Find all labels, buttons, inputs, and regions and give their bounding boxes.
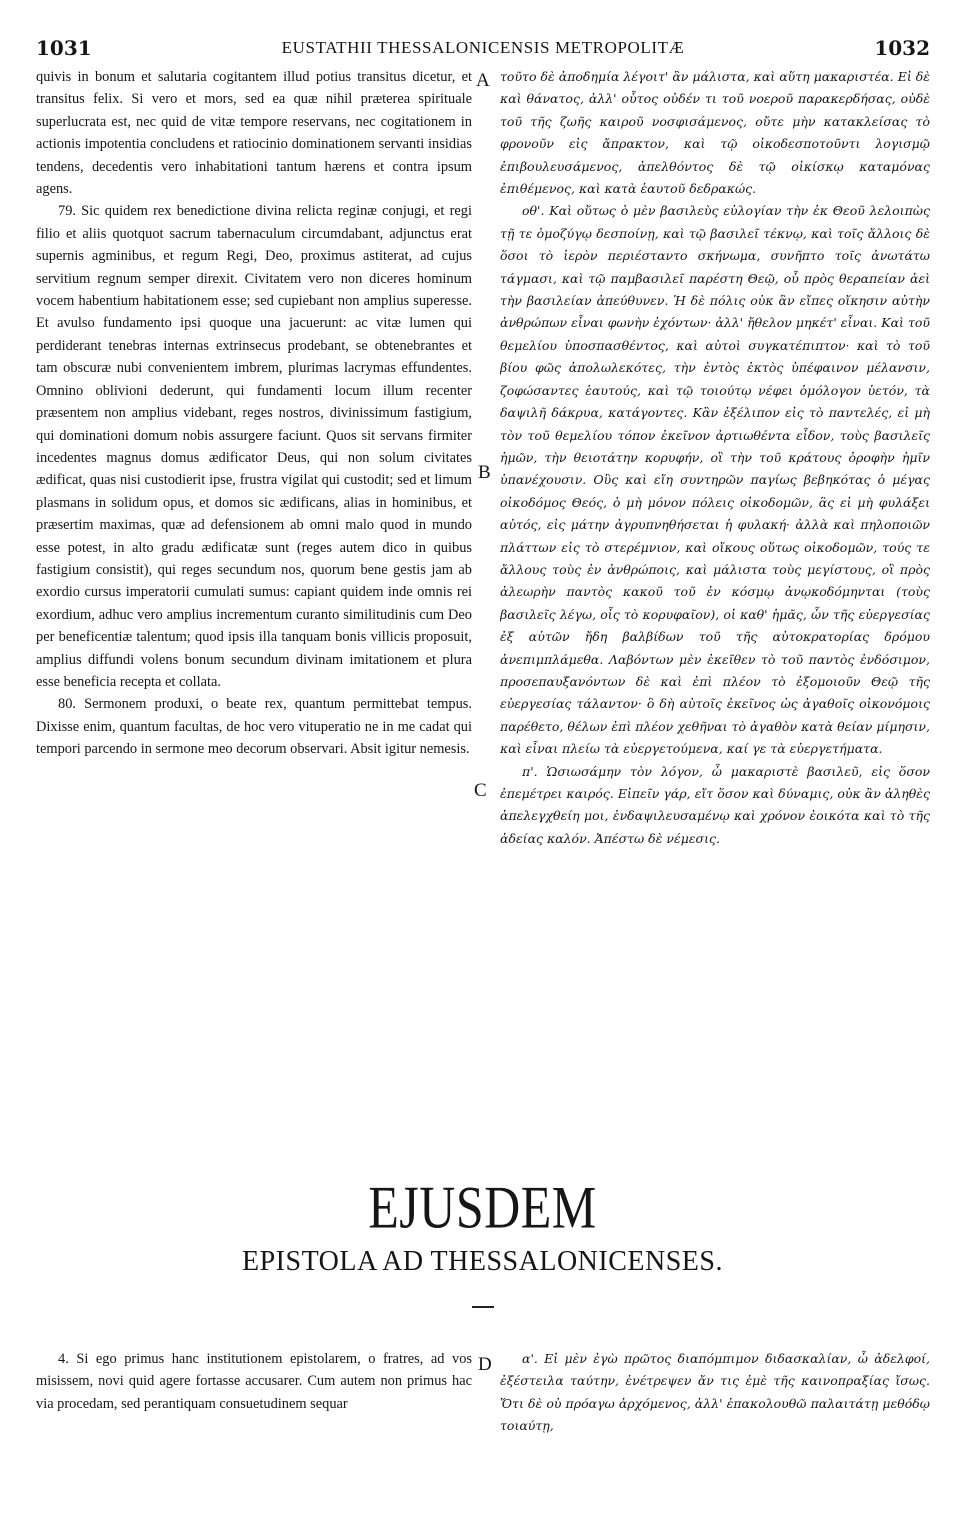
section-divider xyxy=(472,1306,494,1308)
running-head xyxy=(36,36,930,62)
margin-marker-b: B xyxy=(478,462,491,483)
margin-marker-a: A xyxy=(476,70,490,91)
margin-marker-d: D xyxy=(478,1354,492,1375)
greek-column-top xyxy=(500,66,930,1126)
section-title: EJUSDEM xyxy=(368,1173,597,1241)
margin-marker-c: C xyxy=(474,780,487,801)
latin-column-top xyxy=(36,66,472,1126)
latin-paragraph-4: 4. Si ego primus hanc institutionem epistolarem, o fratres, ad vos misissem, novi quid agere fortasse accusarer. Cum autem non primus hac via procedam, sed perantiquam consuetudinem sequar xyxy=(36,1351,472,1412)
right-page-number: 1032 xyxy=(874,36,930,60)
greek-paragraph-alpha: α'. Εἰ μὲν ἐγὼ πρῶτος διαπόμπιμον διδασκαλίαν, ὦ ἀδελφοί, ἐξέστειλα ταύτην, ἐνέτρεψεν ἄν τις ἐμὲ τῆς καινοπραξίας ἴσως. Ὅτι δὲ οὐ πρόαγω ἀρχόμενος, ἀλλ' ἐπακολουθῶ παλαιτάτῃ μεθόδῳ τοιαύτῃ, xyxy=(500,1351,930,1434)
latin-column-bottom xyxy=(36,1348,472,1468)
greek-paragraph: τοῦτο δὲ ἀποδημία λέγοιτ' ἂν μάλιστα, καὶ αὕτη μακαριστέα. Εἰ δὲ καὶ θάνατος, ἀλλ' οὗτος οὐδέν τι τοῦ νοεροῦ παρακερδήσας, οὐδὲ τοῦ τῆς ζωῆς καιροῦ νοσφισάμενος, οὔτε μὴν κατακλείσας τὸ φρονοῦν εἰς ἄπρακτον, καὶ τῷ οἰκοδεσποτοῦντι λογισμῷ ἐπιβουλευσάμενος, ἀπελθόντος δὲ τῷ οἰκίσκῳ καταμόνας ἐπιθέμενος, καὶ κατὰ ἑαυτοῦ δεδρακώς. xyxy=(500,69,930,197)
left-page-number: 1031 xyxy=(36,36,92,60)
latin-paragraph-79: 79. Sic quidem rex benedictione divina relicta reginæ conjugi, et regi filio et aliis quotquot sacrum tabernaculum circumdabant, adjunctus erat supernis agminibus, et regum Regi, Deo, proximus astiterat, ad cujus servitium regnum semper direxit. Civitatem vero non diceres hominum vocem habentium habitationem esse; sed cupiebant non amplius superesse. Et avulso fundamento ipsi quoque una jacuerunt: ac vitæ lumen qui perdiderant tenebras internas extrinsecus prodebant, se obtenebrantes et tam obscuræ nubi convenientem imbrem, plurimas lacrymas effundentes. Omnino oblivioni dederunt, qui fundamenti locum illum recenter præsentem non amplius videbant, reges nostros, divinissimum fastigium, qui dominationi domum nobis assurgere faciunt. Quos sit servans firmiter incedentes magnus domus ædificator Deus, qui non solum civitates ædificat, quas nisi custodierit ipse, frustra vigilat qui custodit; sed et limum plasmans in solidum opus, et domos sic ædificans, alias in hominibus, et præsertim maximas, quæ ad defensionem ab omni malo quod in mundo esse potest, in alto gradu ædificatæ sunt (reges autem dico in quibus fastigium consistit), qui reges secundum nos, quorum bene gestis jam ab exordio cursus imperatorii cumulati sumus: capiant quidem inde omnis rei exordium, adhuc vero amplius incrementum curanto similitudinis cum Deo per beneficentiæ talentum; quod ipsis illa tanquam bonis villicis proposuit, amplius diffundi volens bonum secundum divinam imitationem et plura esse beneficia recepta et collata. xyxy=(36,203,472,690)
latin-paragraph-80: 80. Sermonem produxi, o beate rex, quantum permittebat tempus. Dixisse enim, quantum facultas, de hoc vero vituperatio ne in me cadat qui tempori parcendo in sermone meo decorum observari. Absit igitur nemesis. xyxy=(36,696,472,758)
running-title: EUSTATHII THESSALONICENSIS METROPOLITÆ xyxy=(281,38,685,57)
greek-column-bottom xyxy=(500,1348,930,1468)
section-subtitle: EPISTOLA AD THESSALONICENSES. xyxy=(242,1246,723,1277)
latin-paragraph: quivis in bonum et salutaria cogitantem illud potius transitus dicetur, et transitus felix. Si vero et mors, sed ea quæ nihil præterea spirituale superlucrata est, nec quid de vitæ tempore reservans, nec cogitationem in actionis impotentia concludens et ratiocinio dominationem servanti insidias tendens, decedentis vero inhabitationi tantum hærens et contra ipsum agens. xyxy=(36,69,472,198)
greek-paragraph-79: οθ'. Καὶ οὕτως ὁ μὲν βασιλεὺς εὐλογίαν τὴν ἐκ Θεοῦ λελοιπὼς τῇ τε ὁμοζύγῳ δεσποίνῃ, καὶ τῷ βασιλεῖ τέκνῳ, καὶ τοῖς ἄλλοις δὲ ὅσοι τὸ ἱερὸν περιέσταντο σκήνωμα, συνῆπτο τοῖς ἀνωτάτω τάγμασι, καὶ τῷ παμβασιλεῖ παρέστη Θεῷ, οὗ πρὸς θεραπείαν ἀεὶ τὴν βασιλείαν ἀπεύθυνεν. Ἡ δὲ πόλις οὐκ ἂν εἴπες οἴκησιν αὐτὴν ἀνθρώπων εἶναι φωνὴν ἐχόντων· ἀλλ' ἤθελον μηκέτ' εἶναι. Καὶ τοῦ θεμελίου ὑποσπασθέντος, καὶ αὐτοὶ συγκατέπιπτον· καὶ τὸ τοῦ βίου φῶς ἀπολωλεκότες, τὴν ἐντὸς ἐκτὸς ὑπέφαινον μέλανσιν, ζοφώσαντες ἑαυτούς, καὶ τῷ τοιούτῳ νέφει ὁμόλογον ὑετόν, τὰ δαψιλῆ δάκρυα, κατάγοντες. Κἂν ἐξέλιπον εἰς τὸ παντελές, εἰ μὴ τὸν τοῦ θεμελίου τόπον ἐκεῖνον ἀρτιωθέντα εἶδον, τοὺς βασιλεῖς ἡμῶν, τὴν θειοτάτην κορυφήν, οἳ τὴν τοῦ κράτους ὀροφὴν ἡμῖν ὑπανέχουσιν. Οὓς καὶ εἴη συντηρῶν παγίως βεβηκότας ὁ μέγας οἰκοδόμος Θεός, ὁ μὴ μόνον πόλεις οἰκοδομῶν, ἃς εἰ μὴ φυλάξει αὐτός, εἰς μάτην ἀγρυπνηθήσεται ἡ φυλακή· ἀλλὰ καὶ πηλοποιῶν πλάττων εἰς τὸ στερέμνιον, καὶ οἴκους οὕτως οἰκοδομῶν, τούς τε ἄλλους τοὺς ἐν ἀνθρώποις, καὶ μάλιστα τοὺς μεγίστους, οἳ πρὸς ἀλεωρὴν παντὸς κακοῦ τοῦ ἐν κόσμῳ ἀνῳκοδόμηνται (τοὺς βασιλεῖς λέγω, οἷς τὸ κορυφαῖον), οἱ καθ' ἡμᾶς, ὧν τῆς εὐεργεσίας ἐξ αὐτῶν ἤδη βαλβίδων τοῦ τῆς αὐτοκρατορίας δρόμου ἀνεπιμπλάμεθα. Λαβόντων μὲν ἐκεῖθεν τὸ τοῦ παντὸς ἐνδόσιμον, προσεπαυξανόντων δὲ καὶ ἐπὶ πλέον τὸ ἐξομοιοῦν Θεῷ τῆς εὐεργεσίας τάλαντον· ὃ δὴ αὐτοῖς ἐκεῖνος ὡς ἀγαθοῖς οἰκονόμοις παρέθετο, θέλων ἐπὶ πλέον χεθῆναι τὸ ἀγαθὸν κατὰ θείαν μίμησιν, καὶ εἶναι πλείω τὰ εὐεργετούμενα, καί γε τὰ εὐεργετήματα. xyxy=(500,203,930,757)
greek-paragraph-80: π'. Ὡσιωσάμην τὸν λόγον, ὦ μακαριστὲ βασιλεῦ, εἰς ὅσον ἐπεμέτρει καιρός. Εἰπεῖν γάρ, εἴτ ὅσον καὶ δύναμις, οὐκ ἂν ἀληθὲς ἀπελεγχθείη μοι, ἐνδαψιλευσαμένῳ καὶ χρόνον ἐοικότα καὶ τὸ τῆς ἀδείας καλόν. Ἀπέστω δὲ νέμεσις. xyxy=(500,763,930,846)
